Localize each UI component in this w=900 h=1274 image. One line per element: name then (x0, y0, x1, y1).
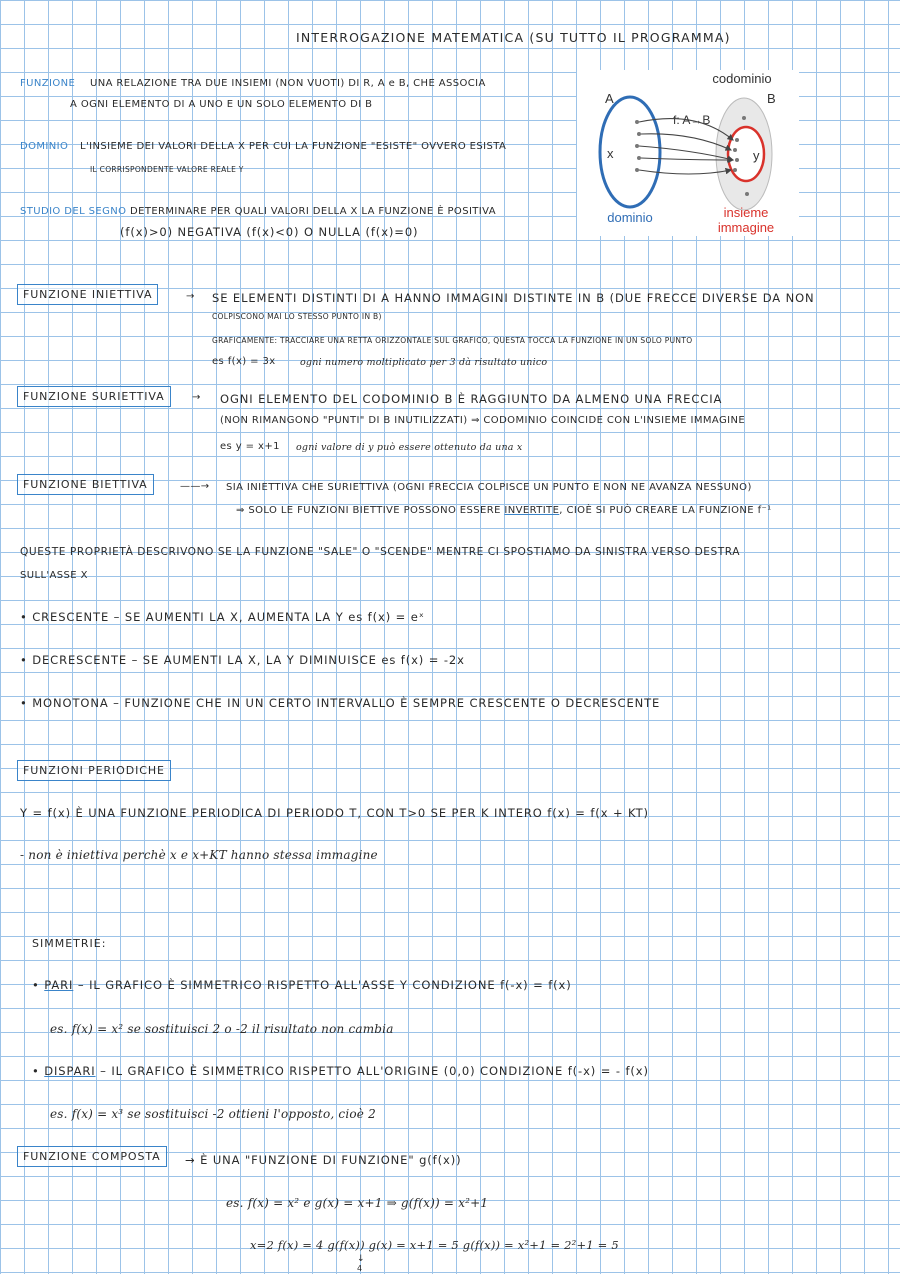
biettiva-invertite: INVERTITE (504, 505, 560, 516)
def-segno-line1: DETERMINARE PER QUALI VALORI DELLA X LA FUNZIONE È POSITIVA (130, 206, 497, 217)
arrow-iniettiva: → (186, 291, 195, 302)
y-label: y (753, 148, 760, 163)
insieme-label-2: immagine (717, 220, 775, 235)
pari-term: PARI (44, 978, 74, 992)
biettiva-line2 (236, 505, 772, 516)
dispari-example: es. f(x) = x³ se sostituisci -2 ottieni l'opposto, cioè 2 (50, 1107, 376, 1121)
suriettiva-note: ogni valore di y può essere ottenuto da una x (296, 442, 523, 453)
mapping-label: f: A→B (673, 113, 711, 127)
pari-def: – IL GRAFICO È SIMMETRICO RISPETTO ALL'ASSE Y CONDIZIONE f(-x) = f(x) (77, 978, 572, 992)
insieme-label-1: insieme (723, 205, 769, 220)
composta-value: 4 (357, 1264, 363, 1273)
iniettiva-line1: SE ELEMENTI DISTINTI DI A HANNO IMMAGINI DISTINTE IN B (DUE FRECCE DIVERSE DA NON (212, 291, 815, 305)
dispari-line (32, 1064, 649, 1078)
term-funzione: FUNZIONE (20, 78, 76, 89)
periodiche-note: - non è iniettiva perchè x e x+KT hanno stessa immagine (20, 848, 378, 862)
dispari-bullet: • (32, 1064, 45, 1078)
suriettiva-example: es y = x+1 (220, 441, 280, 452)
pari-bullet: • (32, 978, 45, 992)
term-studio-segno: STUDIO DEL SEGNO (20, 206, 127, 217)
biettiva-line1: SIA INIETTIVA CHE SURIETTIVA (OGNI FRECCIA COLPISCE UN PUNTO E NON NE AVANZA NESSUNO) (226, 482, 752, 493)
x-label: x (607, 146, 614, 161)
periodiche-def: Y = f(x) È UNA FUNZIONE PERIODICA DI PERIODO T, CON T>0 SE PER K INTERO f(x) = f(x + KT) (20, 806, 649, 820)
iniettiva-line2: COLPISCONO MAI LO STESSO PUNTO IN B) (212, 312, 382, 321)
set-b-label: B (767, 91, 776, 106)
monotona: • MONOTONA – FUNZIONE CHE IN UN CERTO INTERVALLO È SEMPRE CRESCENTE O DECRESCENTE (20, 696, 661, 710)
label-iniettiva: FUNZIONE INIETTIVA (17, 284, 158, 305)
function-diagram (577, 70, 799, 236)
crescente: • CRESCENTE – SE AUMENTI LA X, AUMENTA LA Y es f(x) = eˣ (20, 610, 425, 624)
term-dominio: DOMINIO (20, 141, 69, 152)
iniettiva-note: ogni numero moltiplicato per 3 dà risultato unico (300, 357, 548, 368)
dispari-def: – IL GRAFICO È SIMMETRICO RISPETTO ALL'ORIGINE (0,0) CONDIZIONE f(-x) = - f(x) (100, 1064, 649, 1078)
pari-example: es. f(x) = x² se sostituisci 2 o -2 il risultato non cambia (50, 1022, 394, 1036)
arrow-biettiva: ——→ (180, 481, 210, 492)
dominio-label: dominio (607, 210, 653, 225)
function-diagram-svg (577, 70, 799, 236)
composta-example-2: x=2 f(x) = 4 g(f(x)) g(x) = x+1 = 5 g(f(x)) = x²+1 = 2²+1 = 5 (250, 1238, 619, 1252)
simmetrie-label: SIMMETRIE: (32, 937, 107, 950)
def-funzione-line1: UNA RELAZIONE TRA DUE INSIEMI (NON VUOTI) DI R, A e B, CHE ASSOCIA (90, 78, 486, 89)
dispari-term: DISPARI (44, 1064, 96, 1078)
label-biettiva: FUNZIONE BIETTIVA (17, 474, 154, 495)
monotonia-intro-1: QUESTE PROPRIETÀ DESCRIVONO SE LA FUNZIONE "SALE" O "SCENDE" MENTRE CI SPOSTIAMO DA SINISTRA VERSO DESTRA (20, 546, 741, 558)
label-suriettiva: FUNZIONE SURIETTIVA (17, 386, 171, 407)
set-a-label: A (605, 91, 614, 106)
monotonia-intro-2: SULL'ASSE X (20, 570, 88, 581)
biettiva-line2-post: , CIOÈ SI PUÒ CREARE LA FUNZIONE f⁻¹ (559, 505, 772, 516)
suriettiva-line1: OGNI ELEMENTO DEL CODOMINIO B È RAGGIUNTO DA ALMENO UNA FRECCIA (220, 392, 723, 406)
biettiva-line2-pre: ⇒ SOLO LE FUNZIONI BIETTIVE POSSONO ESSERE (236, 505, 501, 516)
def-dominio-line2: IL CORRISPONDENTE VALORE REALE Y (90, 165, 244, 174)
label-composta: FUNZIONE COMPOSTA (17, 1146, 167, 1167)
composta-def: → È UNA "FUNZIONE DI FUNZIONE" g(f(x)) (185, 1153, 462, 1167)
decrescente: • DECRESCENTE – SE AUMENTI LA X, LA Y DIMINUISCE es f(x) = -2x (20, 653, 465, 667)
iniettiva-example: es f(x) = 3x (212, 356, 276, 367)
arrow-suriettiva: → (192, 392, 201, 403)
page-title: INTERROGAZIONE MATEMATICA (SU TUTTO IL PROGRAMMA) (296, 30, 731, 45)
def-segno-line2: (f(x)>0) NEGATIVA (f(x)<0) O NULLA (f(x)=0) (120, 225, 419, 239)
composta-example-1: es. f(x) = x² e g(x) = x+1 ⇒ g(f(x)) = x²+1 (226, 1196, 489, 1210)
suriettiva-line2: (NON RIMANGONO "PUNTI" DI B INUTILIZZATI) ⇒ CODOMINIO COINCIDE CON L'INSIEME IMMAGINE (220, 415, 746, 426)
composta-arrow: ↓ (357, 1254, 365, 1264)
codominio-label: codominio (712, 71, 772, 86)
pari-line (32, 978, 572, 992)
def-funzione-line2: A OGNI ELEMENTO DI A UNO E UN SOLO ELEMENTO DI B (70, 99, 373, 110)
iniettiva-line3: GRAFICAMENTE: TRACCIARE UNA RETTA ORIZZONTALE SUL GRAFICO, QUESTA TOCCA LA FUNZIONE IN UN SOLO PUNTO (212, 336, 693, 345)
def-dominio-line1: L'INSIEME DEI VALORI DELLA X PER CUI LA FUNZIONE "ESISTE" OVVERO ESISTA (80, 141, 507, 152)
label-periodiche: FUNZIONI PERIODICHE (17, 760, 171, 781)
